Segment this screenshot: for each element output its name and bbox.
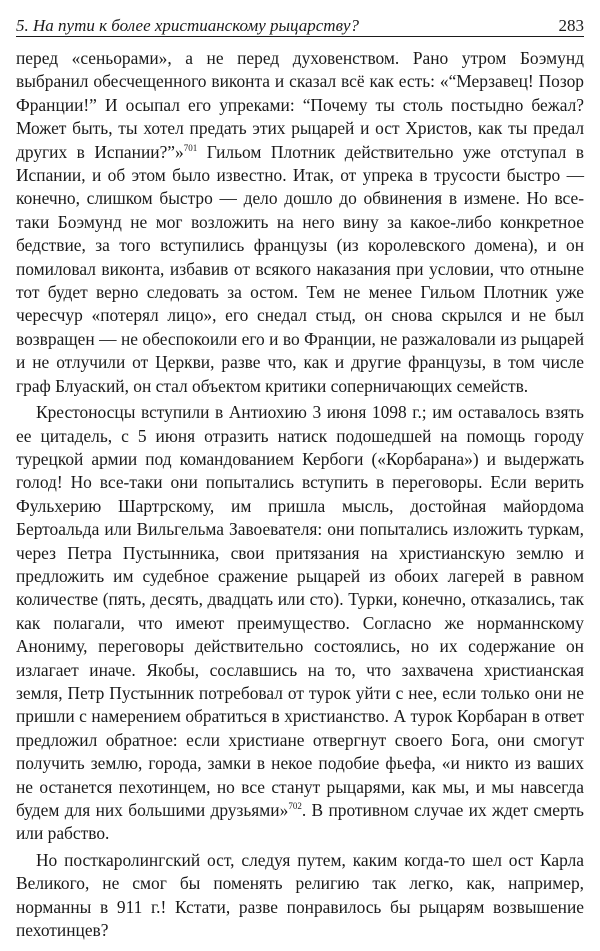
paragraph-1-text-a: перед «сеньорами», а не перед духовенством. Рано утром Боэмунд выбранил обесчещенного виконта и сказал всё как есть: «“Мерзавец! Позор Франции!” И осыпал его упреками: “Почему ты столь постыдно бежал? Может быть, ты хотел предать этих рыцарей и ост Христов, как ты предал других в Испании?”» (16, 48, 584, 162)
paragraph-2 (16, 401, 584, 846)
paragraph-1 (16, 47, 584, 398)
body-text (16, 47, 584, 942)
paragraph-2-text-b: . В противном случае их ждет смерть или рабство. (16, 800, 584, 844)
paragraph-3-text: Но посткаролингский ост, следуя путем, каким когда-то шел ост Карла Великого, не смог бы поменять религию так легко, как, например, норманны в 911 г.! Кстати, разве понравилось бы рыцарям возвышение пехотинцев? (16, 849, 584, 941)
page-number: 283 (558, 16, 584, 35)
paragraph-2-text-a: Крестоносцы вступили в Антиохию 3 июня 1098 г.; им оставалось взять ее цитадель, с 5 июня отразить натиск подошедшей на помощь городу турецкой армии под командованием Кербоги («Корбарана») и выдержать голод! Но все-таки они попытались вступить в переговоры. Если верить Фульхерию Шартрскому, им пришла мысль, достойная майордома Бертоальда или Вильгельма Завоевателя: они попытались изложить туркам, через Петра Пустынника, свои притязания на христианскую землю и предложить им судебное сражение рыцарей из обоих лагерей в равном количестве (пять, десять, двадцать или сто). Турки, конечно, отказались, так как полагали, что имеют преимущество. Согласно же норманнскому Анониму, переговоры действительно состоялись, но их содержание он излагает иначе. Якобы, сославшись на то, что захвачена христианская земля, Петр Пустынник потребовал от турок уйти с нее, если только они не пришли с намерением обратиться в христианство. А турок Корбаран в ответ предложил обратное: если христиане отвергнут своего Бога, они смогут получить землю, города, замки в некое подобие фьефа, «и никто из ваших не останется пехотинцем, но все станут рыцарями, как мы, и мы навсегда будем для них большими друзьями» (16, 402, 584, 820)
paragraph-3 (16, 849, 584, 943)
footnote-ref-702: 702 (288, 801, 302, 811)
footnote-ref-701: 701 (183, 142, 198, 153)
running-header (16, 8, 584, 37)
running-title: 5. На пути к более христианскому рыцарству? (16, 16, 359, 35)
paragraph-1-text-b: Гильом Плотник действительно уже отступал в Испании, и об этом было известно. Итак, от упрека в трусости быстро — конечно, слишком быстро — дело дошло до обвинения в измене. Но все-таки Боэмунд не мог возложить на него вину за какое-либо конкретное бедствие, за того вступились французы (из королевского домена), и он помиловал виконта, избавив от всякого наказания при условии, что отныне тот будет верно следовать за остом. Тем не менее Гильом Плотник уже чересчур «потерял лицо», его снедал стыд, он снова скрылся и не был возвращен — не обеспокоили его и во Франции, не разжаловали из рыцарей и не отлучили от Церкви, разве что, как и другие французы, в том числе граф Блуаский, он стал объектом критики соперничающих семейств. (16, 141, 584, 396)
book-page (16, 8, 584, 942)
